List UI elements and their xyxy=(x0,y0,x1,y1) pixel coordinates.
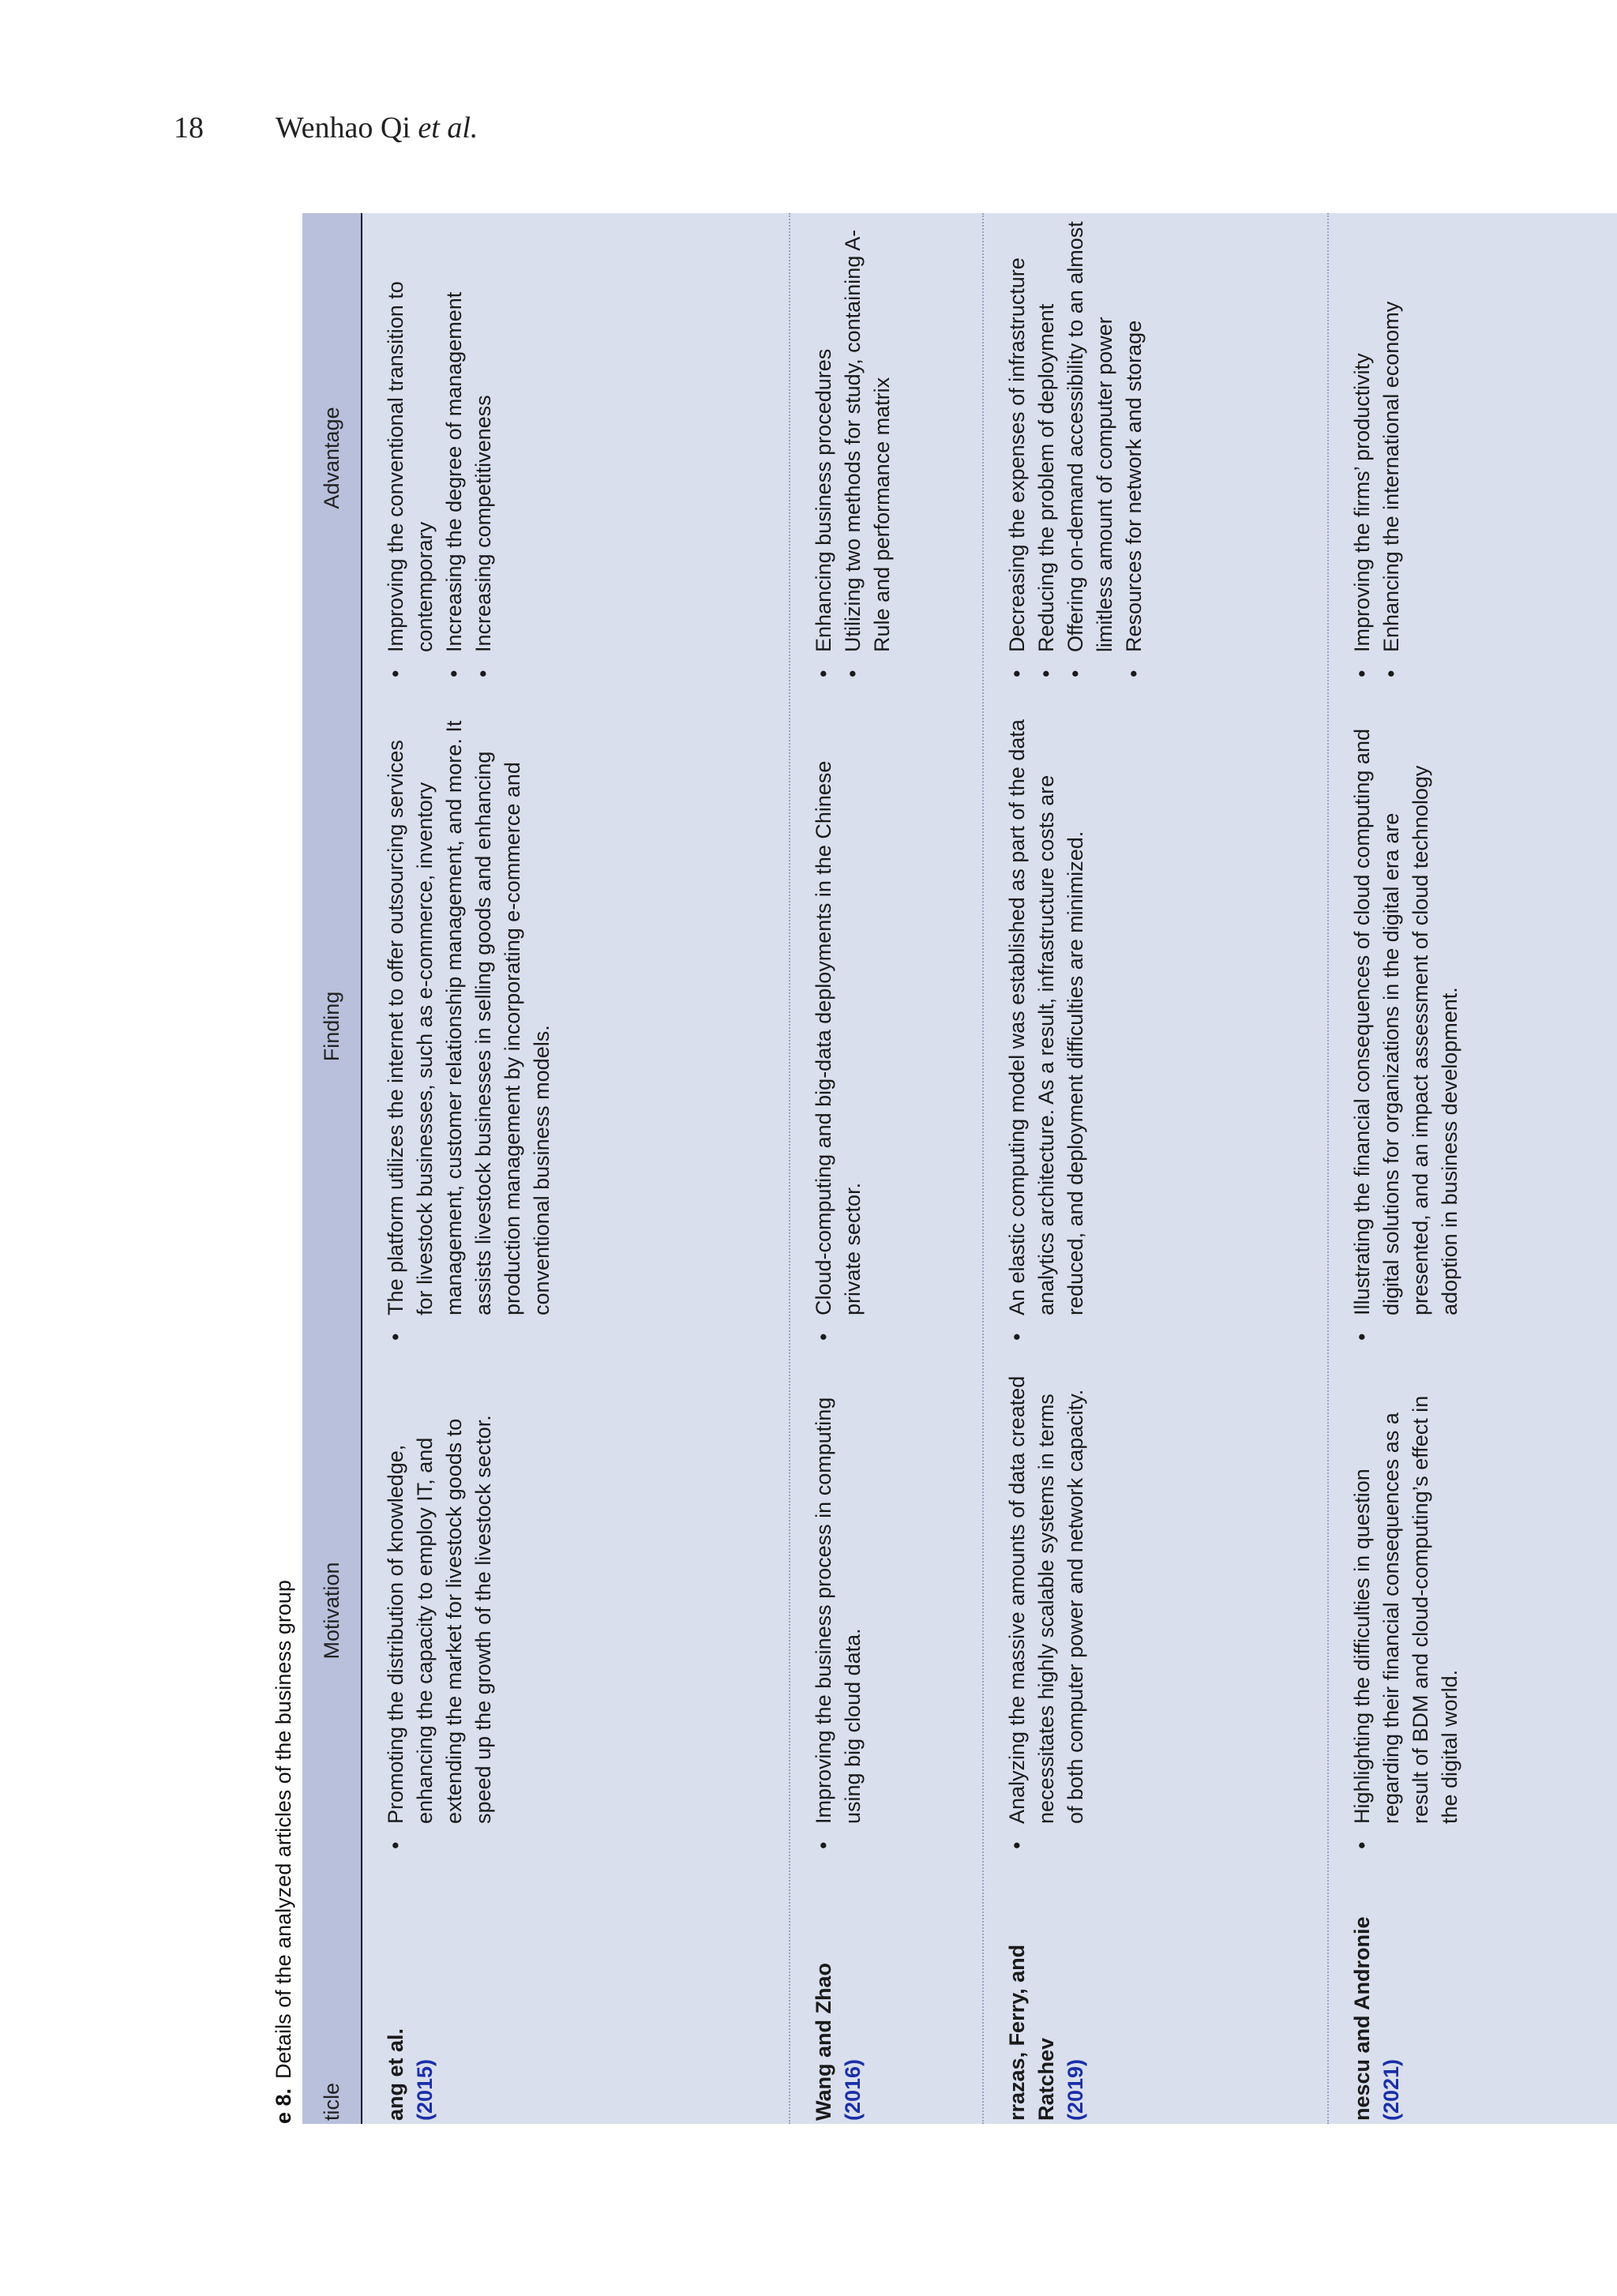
header-article: ticle xyxy=(319,2082,343,2121)
cell-finding xyxy=(790,703,982,1350)
advantage-item: • Resources for network and storage xyxy=(1120,221,1149,679)
cell-advantage xyxy=(1329,213,1617,703)
finding-list xyxy=(381,718,557,1342)
advantage-item: • Increasing competitiveness xyxy=(469,221,498,679)
cell-motivation xyxy=(1329,1350,1617,1871)
cell-article xyxy=(1329,1871,1617,2124)
cell-article xyxy=(790,1871,982,2124)
table-row xyxy=(790,213,984,2124)
article-year: (2015) xyxy=(413,2058,437,2121)
cell-finding xyxy=(1329,703,1617,1350)
cell-advantage xyxy=(790,213,982,703)
running-head xyxy=(174,111,478,145)
advantage-item: • Enhancing business procedures xyxy=(809,221,839,679)
advantage-item: • Improving the conventional transition to contemporary xyxy=(381,221,440,679)
finding-list xyxy=(1348,718,1465,1342)
advantage-item: • Decreasing the expenses of infrastructure xyxy=(1003,221,1032,679)
motivation-item: • Improving the business process in computing using big cloud data. xyxy=(809,1374,868,1851)
finding-item: • An elastic computing model was established as part of the data analytics architecture. As a result, infrastructure costs are reduced, and deployment difficulties are minimized. xyxy=(1003,718,1090,1342)
cell-article xyxy=(984,1871,1327,2124)
cell-finding xyxy=(362,703,789,1350)
advantage-list xyxy=(381,221,498,679)
table-caption xyxy=(264,213,302,2124)
advantage-item: • Increasing the degree of management xyxy=(440,221,469,679)
motivation-item: • Analyzing the massive amounts of data created necessitates highly scalable systems in terms of both computer power and network capacity. xyxy=(1003,1374,1090,1851)
cell-advantage xyxy=(362,213,789,703)
cell-finding xyxy=(984,703,1327,1350)
table-row xyxy=(1329,213,1617,2124)
article-year: (2016) xyxy=(841,2058,865,2121)
cell-advantage xyxy=(984,213,1327,703)
motivation-list xyxy=(381,1374,498,1851)
header-motivation: Motivation xyxy=(319,1562,343,1660)
article-authors: Wang and Zhao xyxy=(812,1963,835,2121)
article-authors: rrazas, Ferry, and Ratchev xyxy=(1005,1944,1058,2121)
table-title: Details of the analyzed articles of the business group xyxy=(271,1580,295,2079)
article-year: (2019) xyxy=(1064,2058,1087,2121)
advantage-item: • Improving the firms’ productivity xyxy=(1348,221,1377,679)
rotated-table-region xyxy=(264,213,1461,2124)
header-advantage: Advantage xyxy=(319,407,343,509)
advantage-item: • Utilizing two methods for study, containing A-Rule and performance matrix xyxy=(839,221,897,679)
article-year: (2021) xyxy=(1379,2058,1403,2121)
advantage-list xyxy=(1003,221,1149,679)
author-line xyxy=(276,111,478,144)
motivation-list xyxy=(1003,1374,1090,1851)
table-body xyxy=(362,213,1617,2124)
motivation-item: • Highlighting the difficulties in question regarding their financial consequences as a result of BDM and cloud-computing’s effect in the digital world. xyxy=(1348,1374,1465,1851)
business-group-table xyxy=(302,213,1617,2124)
cell-motivation xyxy=(984,1350,1327,1871)
advantage-item: • Reducing the problem of deployment xyxy=(1032,221,1061,679)
table-label: e 8. xyxy=(271,2088,295,2124)
finding-item: • Illustrating the financial consequences of cloud computing and digital solutions for organizations in the digital era are presented, and an impact assessment of cloud technology adoption in business development. xyxy=(1348,718,1465,1342)
motivation-item: • Promoting the distribution of knowledge, enhancing the capacity to employ IT, and extending the market for livestock goods to speed up the growth of the livestock sector. xyxy=(381,1374,498,1851)
authors: Wenhao Qi xyxy=(275,111,411,144)
motivation-list xyxy=(809,1374,868,1851)
article-authors: nescu and Andronie xyxy=(1350,1916,1374,2121)
table-row xyxy=(362,213,790,2124)
motivation-list xyxy=(1348,1374,1465,1851)
finding-item: • The platform utilizes the internet to offer outsourcing services for livestock businesses, such as e-commerce, inventory management, customer relationship management, and more. It assists livestock businesses in selling goods and enhancing production management by incorporating e-commerce and conventional business models. xyxy=(381,718,557,1342)
page-number: 18 xyxy=(174,111,204,144)
advantage-list xyxy=(809,221,897,679)
finding-list xyxy=(809,718,868,1342)
table-row xyxy=(984,213,1329,2124)
cell-motivation xyxy=(790,1350,982,1871)
table-header xyxy=(302,213,362,2124)
advantage-item: • Enhancing the international economy xyxy=(1377,221,1406,679)
finding-list xyxy=(1003,718,1090,1342)
cell-motivation xyxy=(362,1350,789,1871)
article-authors: ang et al. xyxy=(384,2028,407,2121)
cell-article xyxy=(362,1871,789,2124)
advantage-item: • Offering on-demand accessibility to an almost limitless amount of computer power xyxy=(1061,221,1120,679)
authors-suffix: et al. xyxy=(418,111,478,144)
advantage-list xyxy=(1348,221,1406,679)
finding-item: • Cloud-computing and big-data deployments in the Chinese private sector. xyxy=(809,718,868,1342)
header-finding: Finding xyxy=(319,991,343,1062)
